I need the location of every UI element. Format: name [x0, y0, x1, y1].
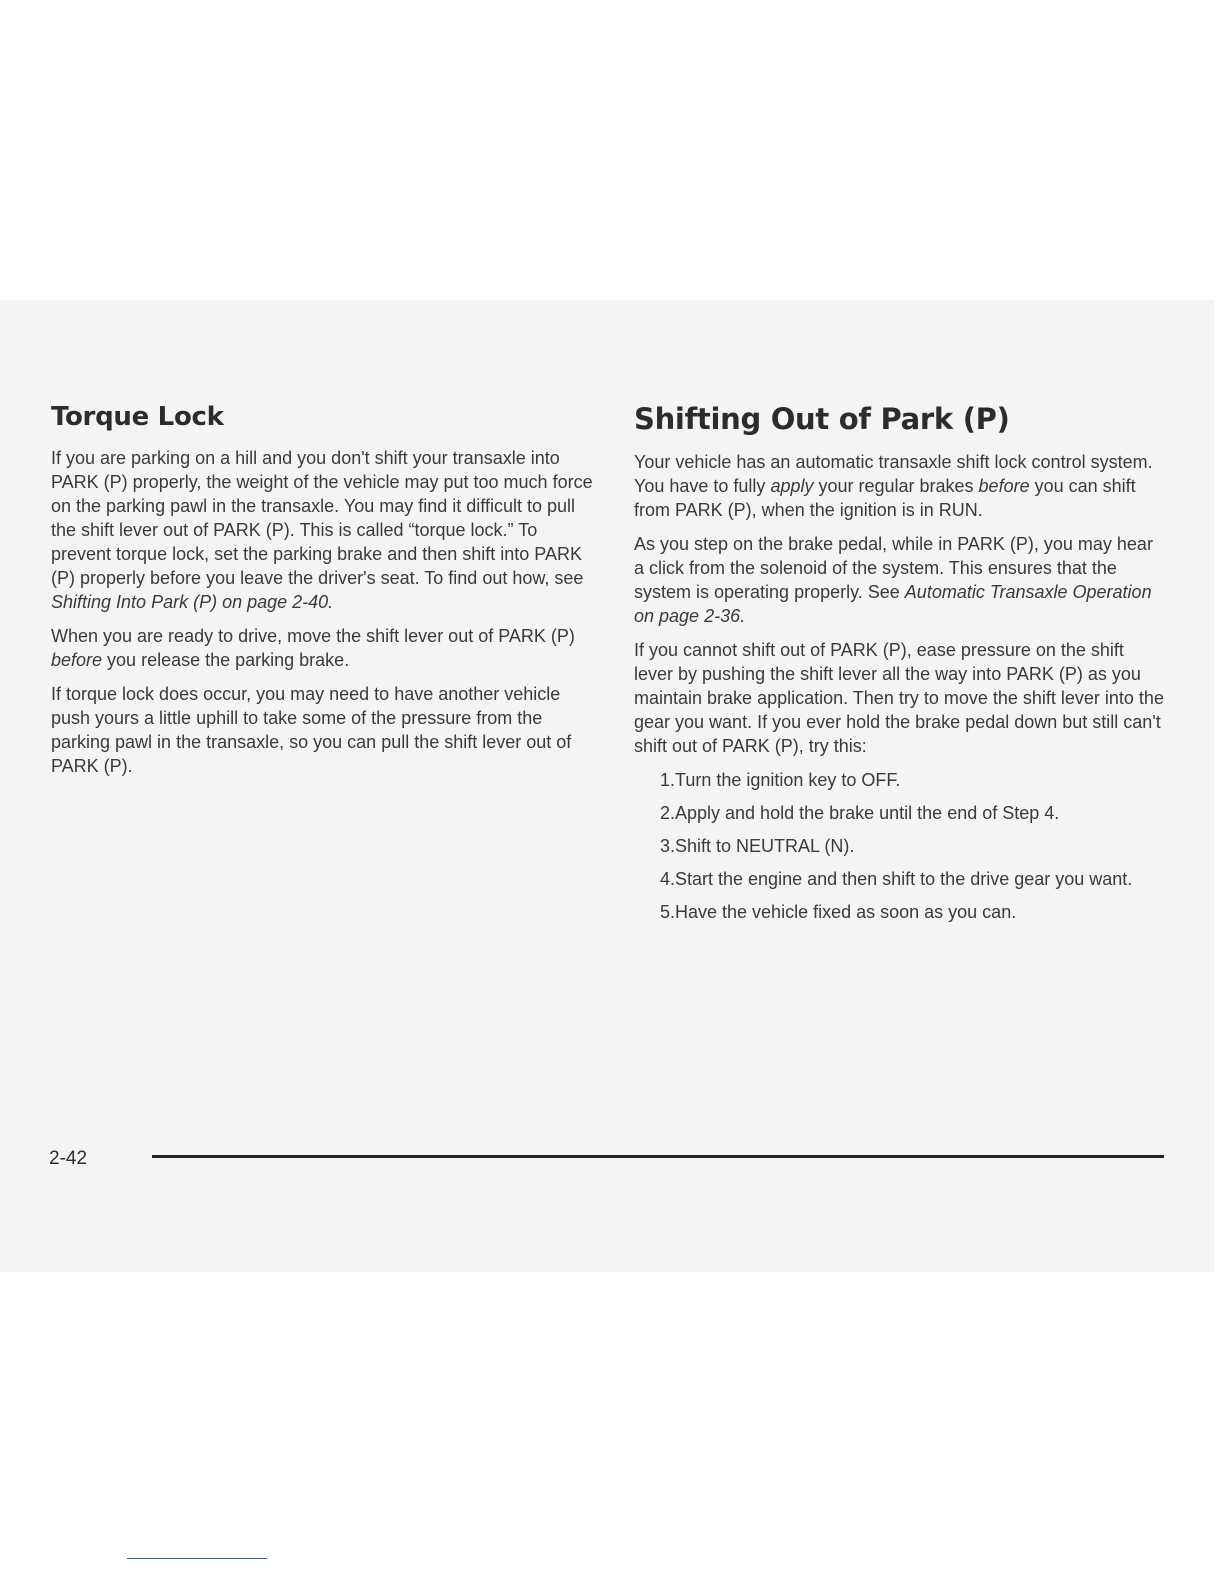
- emphasis-text: before: [51, 650, 103, 670]
- emphasis-text: before: [978, 476, 1030, 496]
- footer-divider: [152, 1155, 1164, 1158]
- list-item: [634, 768, 1164, 792]
- bottom-underline-divider: [127, 1558, 267, 1559]
- torque-lock-paragraph-1: [51, 446, 596, 614]
- paragraph-text: you release the parking brake.: [102, 650, 350, 670]
- paragraph-text: As you step on the brake pedal, while in PARK (P), you may hear a click from the solenoid of the system. This ensures that the system is operating properly. See: [634, 534, 1153, 602]
- emphasis-text: apply: [770, 476, 814, 496]
- step-number: 5.: [659, 902, 675, 922]
- torque-lock-paragraph-3: If torque lock does occur, you may need to have another vehicle push yours a little uphill to take some of the pressure from the parking pawl in the transaxle, so you can pull the shift lever out of PARK (P).: [51, 684, 572, 776]
- step-text: Have the vehicle fixed as soon as you can.: [675, 902, 1017, 922]
- torque-lock-heading: Torque Lock: [51, 402, 224, 432]
- cross-reference-link[interactable]: Shifting Into Park (P) on page 2-40.: [51, 592, 334, 612]
- list-item: [634, 867, 1164, 891]
- step-number: 3.: [659, 836, 675, 856]
- step-number: 4.: [659, 869, 675, 889]
- page-number: 2-42: [49, 1148, 88, 1169]
- step-text: Shift to NEUTRAL (N).: [675, 836, 855, 856]
- paragraph-text: Your vehicle has an automatic transaxle shift lock control system. You have to fully: [634, 452, 1153, 496]
- step-number: 2.: [659, 803, 675, 823]
- paragraph-text: you can shift from PARK (P), when the ignition is in RUN.: [634, 476, 1136, 520]
- list-item: [634, 834, 1164, 858]
- shift-lock-paragraph-3: If you cannot shift out of PARK (P), ease pressure on the shift lever by pushing the shift lever all the way into PARK (P) as you maintain brake application. Then try to move the shift lever into the gear you want. If you ever hold the brake pedal down but still can't shift out of PARK (P), try this:: [634, 640, 1164, 756]
- shifting-out-of-park-heading: Shifting Out of Park (P): [634, 402, 1010, 436]
- shift-lock-paragraph-2: [634, 532, 1164, 628]
- step-text: Turn the ignition key to OFF.: [675, 770, 901, 790]
- step-number: 1.: [659, 770, 675, 790]
- list-item: [634, 801, 1164, 825]
- paragraph-text: When you are ready to drive, move the shift lever out of PARK (P): [51, 626, 575, 646]
- step-text: Apply and hold the brake until the end of Step 4.: [675, 803, 1060, 823]
- torque-lock-section: [51, 402, 596, 788]
- shifting-out-of-park-section: [634, 402, 1164, 933]
- paragraph-text: If you are parking on a hill and you don't shift your transaxle into PARK (P) properly, the weight of the vehicle may put too much force on the parking pawl in the transaxle. You may find it difficult to pull the shift lever out of PARK (P). This is called “torque lock.” To prevent torque lock, set the parking brake and then shift into PARK (P) properly before you leave the driver's seat. To find out how, see: [51, 448, 593, 588]
- cross-reference-link[interactable]: Automatic Transaxle Operation on page 2-36.: [634, 582, 1152, 626]
- steps-list: [634, 768, 1164, 924]
- step-text: Start the engine and then shift to the drive gear you want.: [675, 869, 1133, 889]
- list-item: [634, 900, 1164, 924]
- shift-lock-paragraph-1: [634, 450, 1164, 522]
- paragraph-text: your regular brakes: [813, 476, 979, 496]
- torque-lock-paragraph-2: [51, 624, 596, 672]
